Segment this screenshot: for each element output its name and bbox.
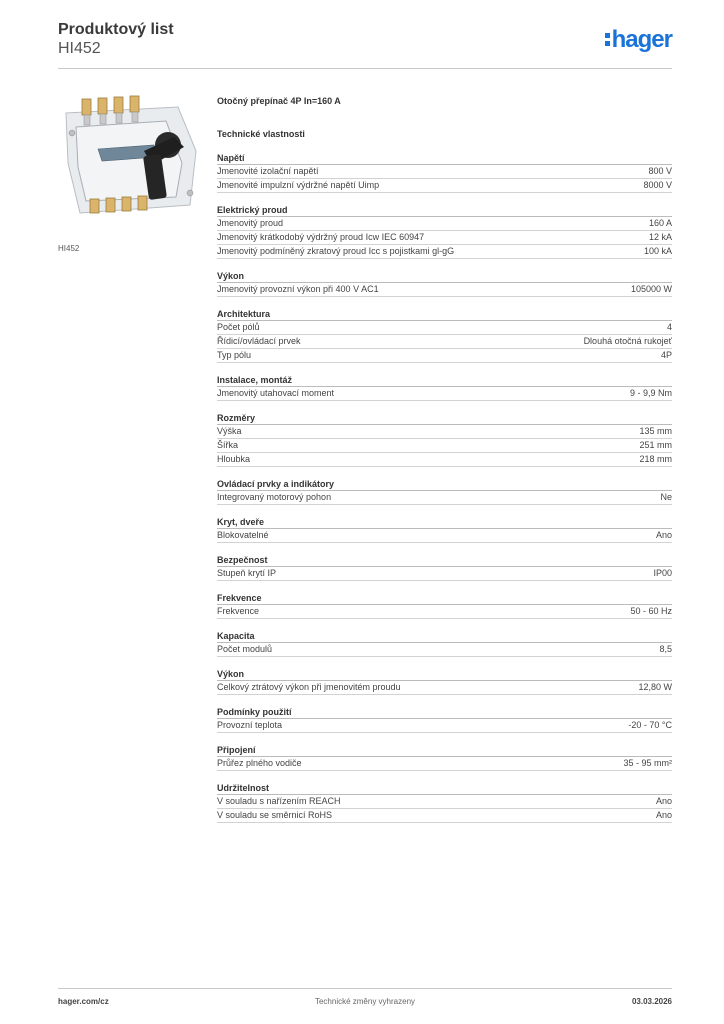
spec-row [217,757,672,771]
spec-label: Jmenovitý krátkodobý výdržný proud Icw IEC 60947 [217,232,425,242]
spec-value: 100 kA [643,246,672,256]
logo-text: hager [611,26,672,53]
spec-group-title: Výkon [217,269,672,283]
spec-group [217,667,672,695]
rotary-switch-image-icon [58,93,204,239]
spec-value: 12 kA [648,232,672,242]
spec-row [217,165,672,179]
spec-value: 160 A [648,218,672,228]
spec-label: Blokovatelné [217,530,269,540]
spec-group-title: Výkon [217,667,672,681]
spec-label: Průřez plného vodiče [217,758,302,768]
spec-label: Počet pólů [217,322,260,332]
footer-website: hager.com/cz [58,997,109,1006]
spec-label: Šířka [217,440,239,450]
spec-value: 4 [666,322,672,332]
spec-group-title: Bezpečnost [217,553,672,567]
spec-value: 105000 W [630,284,672,294]
spec-value: 218 mm [639,454,672,464]
spec-row [217,529,672,543]
spec-label: Jmenovitý proud [217,218,284,228]
spec-group-title: Ovládací prvky a indikátory [217,477,672,491]
product-specs [217,94,672,823]
spec-label: Jmenovitý provozní výkon při 400 V AC1 [217,284,379,294]
spec-row [217,681,672,695]
spec-value: IP00 [653,568,672,578]
spec-group-title: Napětí [217,151,672,165]
spec-label: V souladu s nařízením REACH [217,796,341,806]
spec-label: Frekvence [217,606,260,616]
spec-label: Provozní teplota [217,720,283,730]
spec-label: Jmenovité impulzní výdržné napětí Uimp [217,180,380,190]
spec-value: Ano [655,810,672,820]
spec-group-title: Elektrický proud [217,203,672,217]
spec-group [217,553,672,581]
spec-row [217,231,672,245]
spec-group-title: Frekvence [217,591,672,605]
footer-date: 03.03.2026 [631,997,672,1006]
spec-row [217,245,672,259]
product-photo [58,93,204,239]
spec-value: Ano [655,530,672,540]
spec-row [217,567,672,581]
spec-group-title: Kryt, dveře [217,515,672,529]
footer-divider [58,988,672,989]
spec-value: 9 - 9,9 Nm [629,388,672,398]
spec-group-title: Rozměry [217,411,672,425]
page-header [58,20,672,68]
spec-label: Celkový ztrátový výkon při jmenovitém proudu [217,682,401,692]
section-title: Technické vlastnosti [217,129,305,139]
spec-value: 8,5 [659,644,672,654]
spec-group [217,307,672,363]
spec-group [217,515,672,543]
spec-row [217,605,672,619]
spec-value: 800 V [648,166,672,176]
spec-group-title: Připojení [217,743,672,757]
spec-row [217,795,672,809]
spec-label: Jmenovitý podmíněný zkratový proud Icc s pojistkami gl-gG [217,246,455,256]
spec-row [217,491,672,505]
spec-value: Dlouhá otočná rukojeť [583,336,672,346]
spec-group [217,269,672,297]
spec-label: Typ pólu [217,350,252,360]
spec-label: Počet modulů [217,644,273,654]
spec-value: 50 - 60 Hz [630,606,672,616]
spec-value: Ne [660,492,672,502]
spec-row [217,425,672,439]
spec-value: 8000 V [643,180,672,190]
spec-group [217,705,672,733]
spec-row [217,643,672,657]
spec-row [217,179,672,193]
spec-row [217,387,672,401]
spec-value: 135 mm [639,426,672,436]
spec-row [217,349,672,363]
spec-group [217,743,672,771]
spec-row [217,453,672,467]
spec-label: V souladu se směrnicí RoHS [217,810,333,820]
spec-group [217,781,672,823]
spec-group-title: Podmínky použití [217,705,672,719]
logo-dots-icon [605,29,611,49]
spec-label: Výška [217,426,242,436]
product-code: HI452 [58,40,101,57]
spec-group [217,411,672,467]
spec-group [217,203,672,259]
spec-value: Ano [655,796,672,806]
spec-row [217,719,672,733]
spec-group [217,373,672,401]
spec-group [217,629,672,657]
footer-disclaimer: Technické změny vyhrazeny [314,997,416,1006]
spec-groups [217,151,672,823]
spec-value: 35 - 95 mm² [623,758,672,768]
spec-row [217,809,672,823]
spec-row [217,439,672,453]
spec-value: 4P [660,350,672,360]
spec-value: -20 - 70 °C [628,720,672,730]
hager-logo [605,26,672,54]
spec-group-title: Udržitelnost [217,781,672,795]
photo-caption: HI452 [58,244,80,253]
spec-group-title: Instalace, montáž [217,373,672,387]
spec-label: Stupeň krytí IP [217,568,277,578]
spec-row [217,283,672,297]
header-divider [58,68,672,69]
product-name: Otočný přepínač 4P In=160 A [217,96,341,106]
document-title: Produktový list [58,21,174,38]
spec-group [217,477,672,505]
spec-group [217,591,672,619]
spec-group [217,151,672,193]
spec-row [217,321,672,335]
spec-label: Hloubka [217,454,251,464]
spec-label: Jmenovité izolační napětí [217,166,319,176]
page-footer [58,997,672,1011]
spec-label: Řídicí/ovládací prvek [217,336,301,346]
spec-row [217,217,672,231]
spec-label: Integrovaný motorový pohon [217,492,332,502]
spec-group-title: Architektura [217,307,672,321]
spec-label: Jmenovitý utahovací moment [217,388,335,398]
spec-value: 251 mm [639,440,672,450]
spec-group-title: Kapacita [217,629,672,643]
spec-row [217,335,672,349]
spec-value: 12,80 W [638,682,672,692]
